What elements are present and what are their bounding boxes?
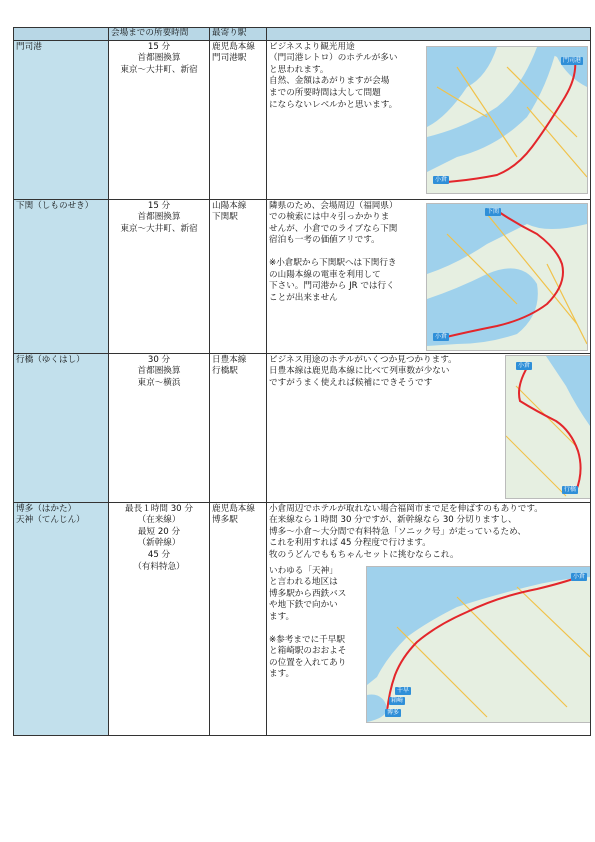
time-line: 30 分 xyxy=(147,354,171,365)
map-label: 小倉 xyxy=(572,572,585,580)
notes-cell xyxy=(267,353,591,502)
note-line: ※小倉駅から下関駅へは下関行き xyxy=(269,257,397,268)
note-line: 宿泊も一考の価値アリです。 xyxy=(269,235,380,246)
map-label: 博多 xyxy=(387,708,400,716)
note-line: いわゆる「天神」 xyxy=(269,565,338,576)
route-map-mojiko xyxy=(426,46,588,194)
time-line: 最長１時間 30 分 xyxy=(125,503,193,514)
table-row-hakata xyxy=(14,502,591,735)
note-line: にならないレベルかと思います。 xyxy=(269,99,398,110)
area-cell xyxy=(14,199,109,353)
station-line: 日豊本線 xyxy=(212,354,247,365)
area-name: 天神（てんじん） xyxy=(16,515,85,526)
station-line: 行橋駅 xyxy=(212,366,238,377)
area-cell xyxy=(14,502,109,735)
station-line: 山陽本線 xyxy=(212,200,247,211)
time-line: （有料特急） xyxy=(133,561,185,572)
station-line: 鹿児島本線 xyxy=(212,503,255,514)
time-line: （新幹線） xyxy=(137,538,181,549)
notes-cell xyxy=(267,502,591,735)
note-line: ※参考までに千早駅 xyxy=(269,634,345,645)
note-line: や地下鉄で向かい xyxy=(269,600,338,611)
note-line: 自然、金額はあがりますが会場 xyxy=(269,76,390,87)
time-line: 東京～大井町、新宿 xyxy=(120,64,198,75)
time-line: 首都圏換算 xyxy=(137,212,181,223)
map-label: 門司港 xyxy=(562,56,581,64)
time-line: 東京～横浜 xyxy=(137,377,181,388)
table-row-mojiko xyxy=(14,40,591,199)
route-map-shimonoseki xyxy=(426,203,588,351)
station-line: 下関駅 xyxy=(212,212,238,223)
note-line: の位置を入れてあり xyxy=(269,657,347,668)
map-label: 下関 xyxy=(487,207,500,215)
table-row-yukuhashi xyxy=(14,353,591,502)
note-line: の山陽本線の電車を利用して xyxy=(269,269,381,280)
time-line: 最短 20 分 xyxy=(137,526,181,537)
note-line: ます。 xyxy=(269,669,295,680)
station-line: 鹿児島本線 xyxy=(212,41,255,52)
time-line: 首都圏換算 xyxy=(137,53,181,64)
note-line: までの所要時間は大して問題 xyxy=(269,87,381,98)
map-label: 小倉 xyxy=(435,332,448,340)
time-line: 東京～大井町、新宿 xyxy=(120,223,198,234)
time-cell xyxy=(109,199,210,353)
station-cell xyxy=(210,199,267,353)
station-cell xyxy=(210,353,267,502)
time-cell xyxy=(109,353,210,502)
time-cell xyxy=(109,40,210,199)
station-cell xyxy=(210,502,267,735)
note-line: ビジネスより観光用途 xyxy=(269,41,355,52)
station-cell xyxy=(210,40,267,199)
header-area xyxy=(14,28,109,41)
note-line: 博多～小倉～大分間で有料特急「ソニック号」が走っているため、 xyxy=(269,526,526,537)
time-cell xyxy=(109,502,210,735)
time-line: 15 分 xyxy=(147,41,171,52)
hotel-area-table xyxy=(13,27,591,736)
area-cell xyxy=(14,40,109,199)
notes-cell xyxy=(267,199,591,353)
time-line: 首都圏換算 xyxy=(137,366,181,377)
header-row xyxy=(14,28,591,41)
map-label: 千早 xyxy=(397,686,410,694)
map-label: 箱崎 xyxy=(391,696,404,704)
note-line: での検索には中々引っかかりま xyxy=(269,212,390,223)
map-label: 小倉 xyxy=(518,361,531,369)
notes-cell xyxy=(267,40,591,199)
area-name: 下関（しものせき） xyxy=(16,200,94,211)
time-line: 45 分 xyxy=(147,549,171,560)
note-line: 下さい。門司港から JR では行く xyxy=(269,281,395,292)
note-line: 隣県のため、会場周辺（福岡県） xyxy=(269,200,398,211)
area-cell xyxy=(14,353,109,502)
note-line: 小倉周辺でホテルが取れない場合福岡市まで足を伸ばすのもありです。 xyxy=(269,503,543,514)
note-line: これを利用すれば 45 分程度で行けます。 xyxy=(269,538,431,549)
note-line: （門司港レトロ）のホテルが多い xyxy=(269,53,398,64)
note-line: 日豊本線は鹿児島本線に比べて列車数が少ない xyxy=(269,366,450,377)
time-line: （在来線） xyxy=(137,515,181,526)
header-notes xyxy=(267,28,591,41)
note-line: と箱崎駅のおおよそ xyxy=(269,646,347,657)
route-map-hakata xyxy=(366,566,591,723)
station-line: 門司港駅 xyxy=(212,53,247,64)
note-line: ます。 xyxy=(269,611,295,622)
map-label: 小倉 xyxy=(435,175,448,183)
note-line: 在来線なら１時間 30 分ですが、新幹線なら 30 分切りますし、 xyxy=(269,515,517,526)
note-line: と思われます。 xyxy=(269,64,329,75)
header-time: 会場までの所要時間 xyxy=(109,28,210,41)
note-line: 博多駅から西鉄バス xyxy=(269,588,347,599)
note-line: ビジネス用途のホテルがいくつか見つかります。 xyxy=(269,354,457,365)
area-name: 門司港 xyxy=(16,41,42,52)
note-line: ことが出来ません xyxy=(269,292,338,303)
station-line: 博多駅 xyxy=(212,515,238,526)
note-line: 牧のうどんでももちゃんセットに挑むならこれ。 xyxy=(269,549,459,560)
area-name: 行橋（ゆくはし） xyxy=(16,354,85,365)
time-line: 15 分 xyxy=(147,200,171,211)
map-label: 行橋 xyxy=(564,485,577,493)
route-map-yukuhashi xyxy=(505,355,591,499)
header-station: 最寄り駅 xyxy=(210,28,267,41)
area-name: 博多（はかた） xyxy=(16,503,77,514)
note-line: せんが、小倉でのライブなら下関 xyxy=(269,223,398,234)
note-line: と言われる地区は xyxy=(269,577,338,588)
table-row-shimonoseki xyxy=(14,199,591,353)
note-line: ですがうまく使えれば候補にできそうです xyxy=(269,377,433,388)
